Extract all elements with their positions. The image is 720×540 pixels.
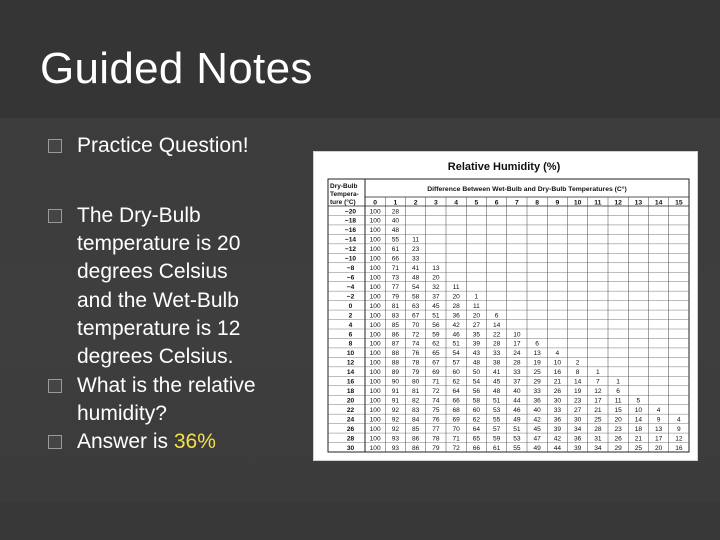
table-cell: 100	[369, 217, 381, 225]
table-cell: 4	[677, 416, 681, 424]
table-cell: 42	[533, 416, 541, 424]
table-cell: 77	[391, 283, 400, 291]
table-cell: 32	[432, 283, 440, 291]
table-cell: 23	[411, 246, 420, 254]
table-cell: 48	[391, 227, 400, 235]
column-number: 13	[634, 199, 643, 207]
table-cell: 86	[411, 444, 420, 452]
table-cell: 79	[391, 293, 400, 301]
column-number: 7	[514, 199, 519, 207]
table-cell: 20	[472, 312, 481, 320]
table-cell: 100	[369, 340, 381, 348]
table-cell: 67	[432, 359, 440, 367]
table-cell: 50	[472, 369, 481, 377]
table-cell: 31	[594, 435, 602, 443]
table-cell: 100	[369, 236, 381, 244]
row-temperature: 6	[348, 331, 353, 339]
table-cell: 6	[494, 312, 499, 320]
table-cell: 60	[472, 406, 481, 414]
table-cell: 100	[369, 293, 381, 301]
table-cell: 100	[369, 265, 381, 273]
row-temperature: −2	[346, 293, 355, 301]
table-cell: 72	[411, 331, 420, 339]
table-cell: 44	[513, 397, 521, 405]
table-cell: 68	[452, 406, 460, 414]
table-cell: 13	[654, 425, 663, 433]
table-cell: 100	[369, 369, 381, 377]
table-cell: 36	[533, 397, 541, 405]
table-cell: 62	[472, 416, 481, 424]
table-cell: 54	[452, 350, 460, 358]
bullet-text: Practice Question!	[77, 134, 249, 157]
table-cell: 36	[553, 416, 562, 424]
row-temperature: 4	[348, 321, 353, 329]
table-cell: 69	[432, 369, 440, 377]
table-cell: 26	[553, 388, 562, 396]
table-cell: 4	[555, 350, 560, 358]
table-cell: 100	[369, 208, 381, 216]
table-cell: 54	[472, 378, 481, 386]
bullet-text: The Dry-Bulb temperature is 20 degrees Celsius and the Wet-Bulb temperature is 12 degrees Celsius.	[77, 204, 241, 369]
table-cell: 81	[411, 388, 420, 396]
column-number: 1	[393, 199, 398, 207]
table-cell: 55	[513, 444, 521, 452]
table-cell: 55	[492, 416, 501, 424]
table-cell: 49	[513, 416, 521, 424]
table-cell: 1	[616, 378, 620, 386]
table-cell: 60	[452, 369, 460, 377]
table-cell: 20	[614, 416, 622, 424]
table-cell: 44	[553, 444, 562, 452]
table-cell: 42	[553, 435, 562, 443]
table-cell: 10	[553, 359, 562, 367]
table-cell: 37	[432, 293, 440, 301]
table-cell: 84	[411, 416, 420, 424]
answer-prefix: Answer is	[77, 430, 174, 453]
table-cell: 74	[432, 397, 440, 405]
column-header-label: Difference Between Wet-Bulb and Dry-Bulb Temperatures (C°)	[427, 186, 627, 193]
table-cell: 71	[452, 435, 460, 443]
table-cell: 45	[492, 378, 501, 386]
table-cell: 83	[411, 406, 420, 414]
table-cell: 11	[452, 283, 460, 291]
table-cell: 40	[513, 388, 521, 396]
table-cell: 47	[533, 435, 541, 443]
table-cell: 83	[391, 312, 400, 320]
table-cell: 62	[432, 340, 440, 348]
table-cell: 48	[411, 274, 420, 282]
row-temperature: 12	[346, 359, 355, 367]
table-cell: 10	[513, 331, 521, 339]
table-cell: 79	[411, 369, 420, 377]
table-cell: 55	[391, 236, 400, 244]
row-temperature: −10	[344, 255, 357, 263]
table-cell: 51	[513, 425, 521, 433]
table-cell: 56	[472, 388, 481, 396]
table-cell: 54	[411, 283, 420, 291]
table-cell: 75	[432, 406, 440, 414]
row-temperature: −12	[344, 246, 357, 254]
row-temperature: −20	[344, 208, 357, 216]
table-cell: 56	[432, 321, 440, 329]
table-cell: 19	[533, 359, 541, 367]
table-cell: 69	[452, 416, 460, 424]
table-cell: 12	[675, 435, 683, 443]
table-cell: 13	[432, 265, 440, 273]
table-cell: 12	[594, 388, 602, 396]
table-cell: 33	[533, 388, 541, 396]
table-cell: 89	[391, 369, 400, 377]
table-cell: 51	[492, 397, 501, 405]
table-cell: 10	[634, 406, 643, 414]
table-cell: 45	[533, 425, 541, 433]
row-temperature: 10	[346, 350, 355, 358]
column-number: 8	[535, 199, 540, 207]
table-cell: 48	[492, 388, 501, 396]
table-cell: 34	[573, 425, 582, 433]
row-temperature: −4	[346, 283, 355, 291]
table-cell: 20	[452, 293, 460, 301]
column-number: 12	[614, 199, 622, 207]
table-cell: 100	[369, 274, 381, 282]
table-title: Relative Humidity (%)	[447, 161, 561, 173]
table-cell: 53	[492, 406, 501, 414]
table-cell: 41	[411, 265, 420, 273]
table-cell: 67	[411, 312, 420, 320]
table-cell: 72	[452, 444, 460, 452]
table-cell: 7	[596, 378, 600, 386]
row-temperature: −14	[344, 236, 357, 244]
bullet-text: What is the relative humidity?	[77, 374, 256, 426]
column-number: 11	[594, 199, 602, 207]
row-temperature: 30	[346, 444, 355, 452]
table-cell: 62	[452, 378, 460, 386]
bullet-text	[77, 428, 307, 456]
footer-band	[0, 502, 720, 540]
table-cell: 100	[369, 425, 381, 433]
table-cell: 65	[472, 435, 481, 443]
table-cell: 13	[533, 350, 541, 358]
table-cell: 66	[391, 255, 400, 263]
table-cell: 100	[369, 359, 381, 367]
table-cell: 30	[553, 397, 562, 405]
table-cell: 28	[452, 302, 460, 310]
table-cell: 66	[452, 397, 460, 405]
table-cell: 57	[452, 359, 460, 367]
table-cell: 71	[391, 265, 400, 273]
table-cell: 18	[634, 425, 643, 433]
table-cell: 73	[391, 274, 400, 282]
table-cell: 100	[369, 302, 381, 310]
table-cell: 43	[472, 350, 481, 358]
table-cell: 6	[616, 388, 620, 396]
table-cell: 23	[573, 397, 582, 405]
table-cell: 6	[535, 340, 539, 348]
table-cell: 20	[432, 274, 440, 282]
table-cell: 21	[594, 406, 602, 414]
table-cell: 100	[369, 388, 381, 396]
table-cell: 2	[575, 359, 580, 367]
table-cell: 71	[432, 378, 440, 386]
table-cell: 29	[533, 378, 541, 386]
table-cell: 59	[432, 331, 440, 339]
table-cell: 58	[472, 397, 481, 405]
table-cell: 93	[391, 435, 400, 443]
table-cell: 19	[573, 388, 582, 396]
row-temperature: 14	[346, 369, 355, 377]
table-cell: 24	[513, 350, 521, 358]
square-bullet-icon	[48, 139, 62, 153]
table-cell: 100	[369, 444, 381, 452]
table-cell: 17	[594, 397, 602, 405]
table-cell: 85	[411, 425, 420, 433]
slide-title: Guided Notes	[40, 44, 313, 93]
table-cell: 41	[492, 369, 501, 377]
relative-humidity-table	[314, 152, 697, 460]
table-cell: 92	[391, 425, 400, 433]
table-cell: 38	[492, 359, 501, 367]
table-cell: 48	[472, 359, 481, 367]
table-cell: 35	[472, 331, 481, 339]
table-cell: 33	[553, 406, 562, 414]
row-header-label: Tempera-	[330, 191, 359, 198]
row-temperature: 0	[348, 302, 353, 310]
row-temperature: 18	[346, 388, 355, 396]
table-cell: 100	[369, 321, 381, 329]
square-bullet-icon	[48, 209, 62, 223]
table-cell: 100	[369, 331, 381, 339]
column-number: 9	[555, 199, 560, 207]
row-temperature: 28	[346, 435, 355, 443]
table-cell: 51	[432, 312, 440, 320]
table-cell: 79	[432, 444, 440, 452]
table-cell: 100	[369, 406, 381, 414]
title-area	[0, 0, 720, 118]
table-cell: 87	[391, 340, 400, 348]
table-cell: 82	[411, 397, 420, 405]
table-cell: 28	[492, 340, 501, 348]
table-cell: 85	[391, 321, 400, 329]
table-cell: 80	[411, 378, 420, 386]
table-cell: 100	[369, 312, 381, 320]
table-cell: 30	[573, 416, 582, 424]
table-cell: 27	[472, 321, 481, 329]
table-cell: 61	[492, 444, 501, 452]
table-cell: 17	[654, 435, 663, 443]
table-cell: 11	[472, 302, 480, 310]
column-number: 5	[474, 199, 479, 207]
table-cell: 14	[634, 416, 643, 424]
table-cell: 33	[492, 350, 501, 358]
table-cell: 40	[391, 217, 400, 225]
table-cell: 64	[452, 388, 460, 396]
table-cell: 58	[411, 293, 420, 301]
table-cell: 59	[492, 435, 501, 443]
table-cell: 28	[391, 208, 400, 216]
table-cell: 100	[369, 416, 381, 424]
table-cell: 76	[411, 350, 420, 358]
table-cell: 25	[533, 369, 541, 377]
table-cell: 100	[369, 255, 381, 263]
table-cell: 36	[573, 435, 582, 443]
relative-humidity-table-image	[313, 151, 698, 461]
table-cell: 37	[513, 378, 521, 386]
table-cell: 100	[369, 350, 381, 358]
table-cell: 78	[432, 435, 440, 443]
column-number: 0	[373, 199, 378, 207]
table-cell: 86	[391, 331, 400, 339]
table-cell: 28	[513, 359, 521, 367]
table-cell: 90	[391, 378, 400, 386]
table-cell: 100	[369, 378, 381, 386]
row-temperature: −18	[344, 217, 357, 225]
table-cell: 63	[411, 302, 420, 310]
table-cell: 33	[513, 369, 521, 377]
table-cell: 5	[636, 397, 641, 405]
table-cell: 100	[369, 227, 381, 235]
table-cell: 39	[472, 340, 481, 348]
row-temperature: 20	[346, 397, 355, 405]
row-temperature: 8	[348, 340, 353, 348]
table-cell: 100	[369, 283, 381, 291]
table-cell: 34	[594, 444, 602, 452]
table-cell: 25	[594, 416, 602, 424]
column-number: 6	[494, 199, 499, 207]
table-cell: 14	[573, 378, 582, 386]
table-cell: 92	[391, 416, 400, 424]
column-number: 14	[654, 199, 663, 207]
column-number: 4	[454, 199, 459, 207]
table-cell: 28	[594, 425, 602, 433]
table-cell: 91	[391, 388, 400, 396]
table-cell: 74	[411, 340, 420, 348]
table-cell: 9	[677, 425, 681, 433]
table-cell: 100	[369, 435, 381, 443]
table-cell: 81	[391, 302, 400, 310]
square-bullet-icon	[48, 379, 62, 393]
table-cell: 72	[432, 388, 440, 396]
row-temperature: 26	[346, 425, 355, 433]
column-number: 3	[433, 199, 438, 207]
row-temperature: 2	[348, 312, 353, 320]
table-cell: 49	[533, 444, 541, 452]
table-cell: 93	[391, 444, 400, 452]
row-temperature: 22	[346, 406, 355, 414]
table-cell: 91	[391, 397, 400, 405]
table-cell: 86	[411, 435, 420, 443]
table-cell: 1	[596, 369, 600, 377]
table-cell: 4	[656, 406, 661, 414]
table-cell: 16	[675, 444, 683, 452]
table-cell: 25	[634, 444, 643, 452]
row-temperature: −8	[346, 265, 355, 273]
table-cell: 33	[411, 255, 420, 263]
table-cell: 17	[513, 340, 521, 348]
row-header-label: Dry-Bulb	[330, 183, 358, 190]
table-cell: 20	[654, 444, 663, 452]
table-cell: 23	[614, 425, 622, 433]
table-cell: 64	[472, 425, 481, 433]
table-cell: 51	[452, 340, 460, 348]
table-cell: 11	[412, 236, 420, 244]
table-cell: 9	[656, 416, 661, 424]
table-cell: 70	[411, 321, 420, 329]
table-cell: 39	[553, 425, 562, 433]
row-temperature: −6	[346, 274, 355, 282]
table-cell: 92	[391, 406, 400, 414]
table-cell: 46	[452, 331, 460, 339]
row-temperature: 24	[346, 416, 355, 424]
table-cell: 53	[513, 435, 521, 443]
table-cell: 40	[533, 406, 541, 414]
column-number: 10	[573, 199, 582, 207]
table-cell: 11	[614, 397, 622, 405]
table-cell: 88	[391, 359, 400, 367]
table-cell: 45	[432, 302, 440, 310]
table-cell: 46	[513, 406, 521, 414]
table-cell: 29	[614, 444, 622, 452]
table-cell: 100	[369, 246, 381, 254]
table-cell: 21	[553, 378, 562, 386]
table-cell: 76	[432, 416, 440, 424]
table-cell: 14	[492, 321, 501, 329]
table-cell: 22	[492, 331, 501, 339]
table-cell: 65	[432, 350, 440, 358]
table-cell: 39	[573, 444, 582, 452]
row-header-label: ture (°C)	[330, 199, 356, 206]
row-temperature: 16	[346, 378, 355, 386]
table-cell: 88	[391, 350, 400, 358]
table-cell: 70	[452, 425, 460, 433]
table-cell: 61	[391, 246, 400, 254]
table-cell: 15	[614, 406, 622, 414]
column-number: 15	[675, 199, 683, 207]
table-cell: 66	[472, 444, 481, 452]
table-cell: 57	[492, 425, 501, 433]
square-bullet-icon	[48, 435, 62, 449]
answer-value: 36%	[173, 430, 216, 453]
table-cell: 16	[553, 369, 562, 377]
table-cell: 100	[369, 397, 381, 405]
table-cell: 42	[452, 321, 460, 329]
table-cell: 78	[411, 359, 420, 367]
column-number: 2	[413, 199, 418, 207]
table-cell: 1	[474, 293, 479, 301]
table-cell: 27	[573, 406, 582, 414]
row-temperature: −16	[344, 227, 357, 235]
table-cell: 21	[634, 435, 643, 443]
table-cell: 8	[575, 369, 580, 377]
table-cell: 77	[432, 425, 440, 433]
table-cell: 26	[614, 435, 622, 443]
table-cell: 36	[452, 312, 460, 320]
